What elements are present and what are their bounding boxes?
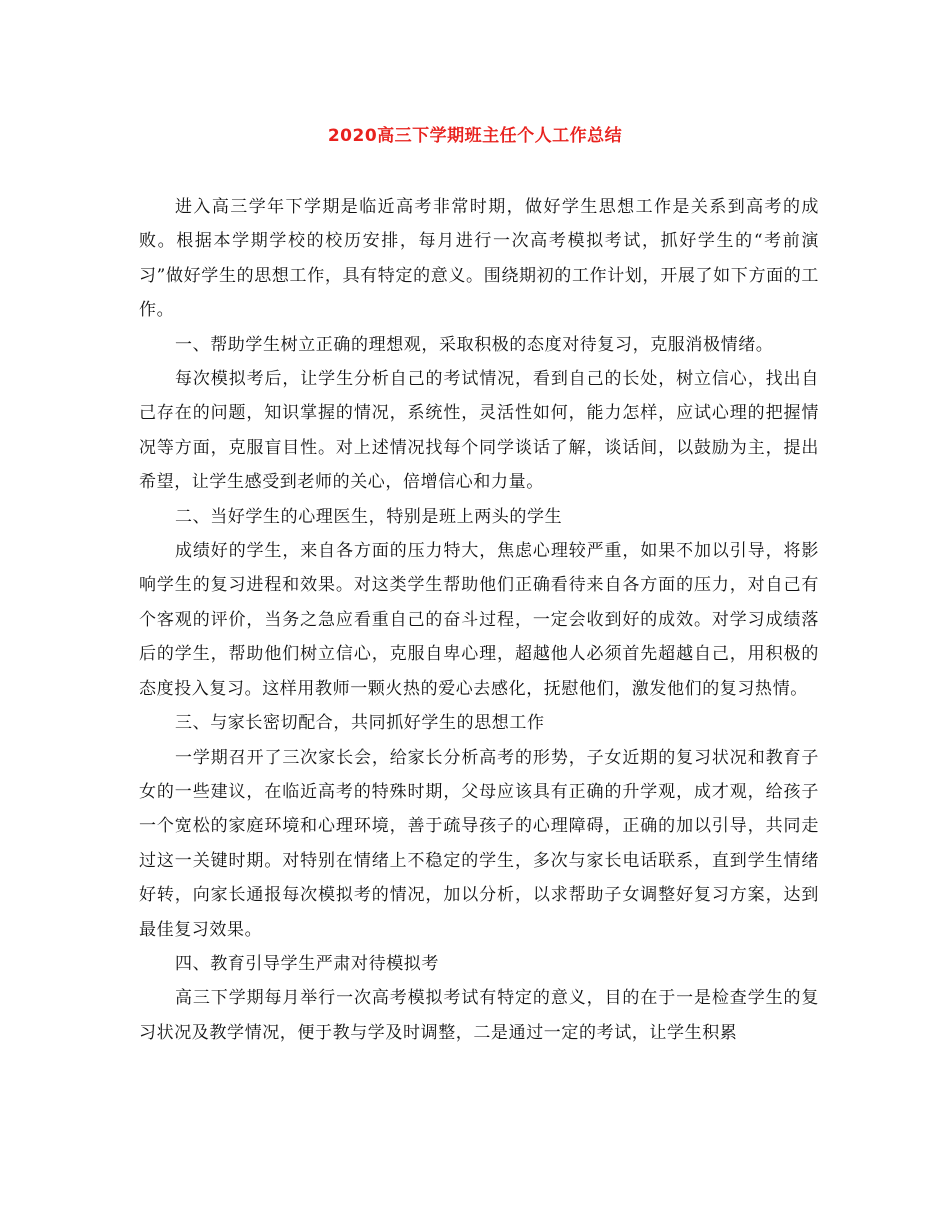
section-paragraph-2: 成绩好的学生，来自各方面的压力特大，焦虑心理较严重，如果不加以引导，将影响学生的复习进程和效果。对这类学生帮助他们正确看待来自各方面的压力，对自己有个客观的评价，当务之急应看重自己的奋斗过程，一定会收到好的成效。对学习成绩落后的学生，帮助他们树立信心，克服自卑心理，超越他人必须首先超越自己，用积极的态度投入复习。这样用教师一颗火热的爱心去感化，抚慰他们，激发他们的复习热情。 xyxy=(139,541,819,699)
section-heading-2: 二、当好学生的心理医生，特别是班上两头的学生 xyxy=(175,506,563,527)
intro-paragraph: 进入高三学年下学期是临近高考非常时期，做好学生思想工作是关系到高考的成败。根据本学期学校的校历安排，每月进行一次高考模拟考试，抓好学生的“考前演习”做好学生的思想工作，具有特定的意义。围绕期初的工作计划，开展了如下方面的工作。 xyxy=(139,197,819,321)
section-paragraph-3: 一学期召开了三次家长会，给家长分析高考的形势，子女近期的复习状况和教育子女的一些建议，在临近高考的特殊时期，父母应该具有正确的升学观，成才观，给孩子一个宽松的家庭环境和心理环境，善于疏导孩子的心理障碍，正确的加以引导，共同走过这一关键时期。对特别在情绪上不稳定的学生，多次与家长电话联系，直到学生情绪好转，向家长通报每次模拟考的情况，加以分析，以求帮助子女调整好复习方案，达到最佳复习效果。 xyxy=(139,747,819,940)
document-body xyxy=(139,190,819,1050)
section-heading-1: 一、帮助学生树立正确的理想观，采取积极的态度对待复习，克服消极情绪。 xyxy=(175,334,774,355)
section-paragraph-4: 高三下学期每月举行一次高考模拟考试有特定的意义，目的在于一是检查学生的复习状况及教学情况，便于教与学及时调整，二是通过一定的考试，让学生积累 xyxy=(139,988,819,1043)
document-title: 2020高三下学期班主任个人工作总结 xyxy=(327,126,623,146)
section-heading-3: 三、与家长密切配合，共同抓好学生的思想工作 xyxy=(175,713,545,734)
section-paragraph-1: 每次模拟考后，让学生分析自己的考试情况，看到自己的长处，树立信心，找出自己存在的问题，知识掌握的情况，系统性，灵活性如何，能力怎样，应试心理的把握情况等方面，克服盲目性。对上述情况找每个同学谈话了解，谈话间，以鼓励为主，提出希望，让学生感受到老师的关心，倍增信心和力量。 xyxy=(139,369,819,493)
section-heading-4: 四、教育引导学生严肃对待模拟考 xyxy=(175,953,439,974)
